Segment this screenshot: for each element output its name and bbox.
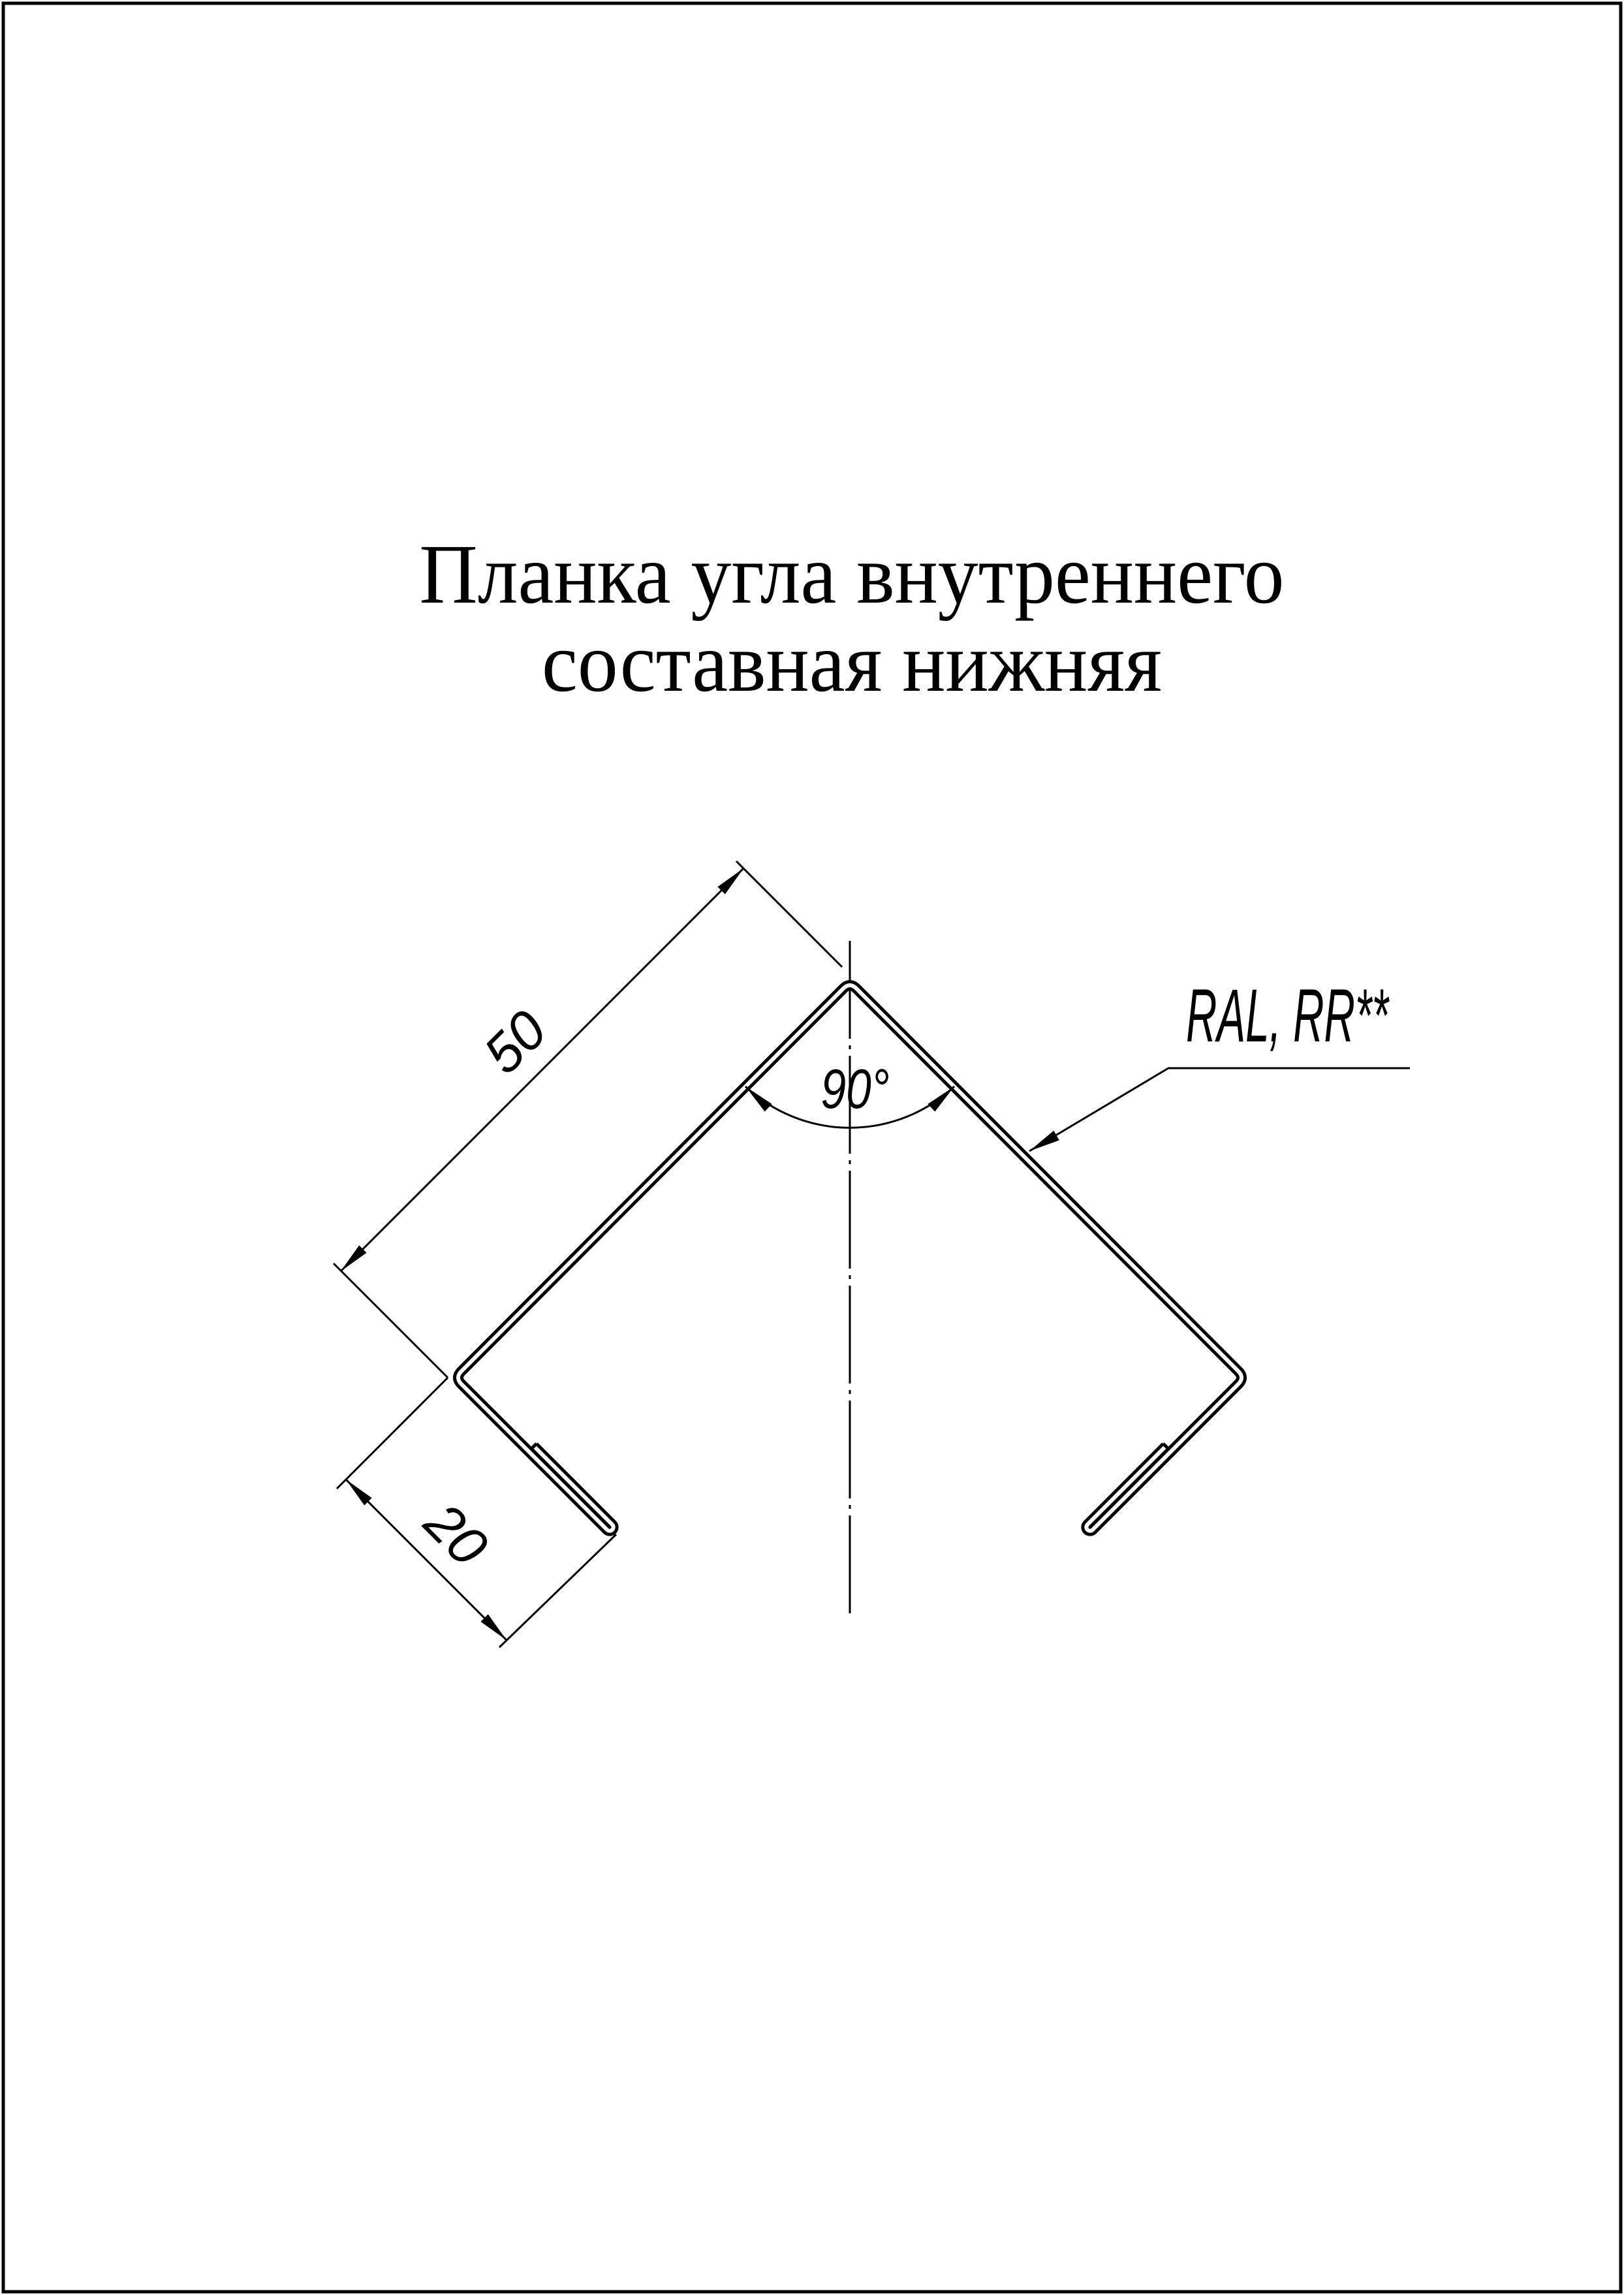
leader-line <box>1029 1068 1410 1151</box>
extension-line-apex <box>736 861 842 967</box>
arrowhead-20-upper <box>346 1480 372 1506</box>
dimension-line-50 <box>341 868 743 1271</box>
material-leader-note <box>1029 974 1410 1151</box>
dimension-label-20: 20 <box>413 1491 500 1578</box>
dimension-label-50: 50 <box>471 998 559 1086</box>
page-title <box>420 528 1285 710</box>
page-title-line2: составная нижняя <box>542 616 1162 710</box>
arrowhead-50-lower <box>341 1245 367 1271</box>
arrowhead-angle-right <box>928 1086 954 1112</box>
angle-label: 90° <box>820 1058 890 1120</box>
arrowhead-50-upper <box>717 868 743 894</box>
extension-line-left-bend <box>334 1263 448 1378</box>
arrowhead-angle-left <box>745 1086 772 1112</box>
arrowhead-20-lower <box>480 1614 507 1640</box>
page-title-line1: Планка угла внутреннего <box>419 528 1285 622</box>
extension-line-hem-tip <box>499 1534 616 1647</box>
dimension-angle-90 <box>745 1058 954 1128</box>
dimension-line-20 <box>346 1480 507 1640</box>
dimension-flange-20 <box>337 1378 616 1647</box>
material-label: RAL, RR** <box>1186 974 1390 1058</box>
extension-line-bend <box>337 1378 448 1489</box>
sheet-frame <box>3 3 1621 2292</box>
dimension-leg-50 <box>334 861 842 1378</box>
arrowhead-leader <box>1029 1131 1059 1151</box>
